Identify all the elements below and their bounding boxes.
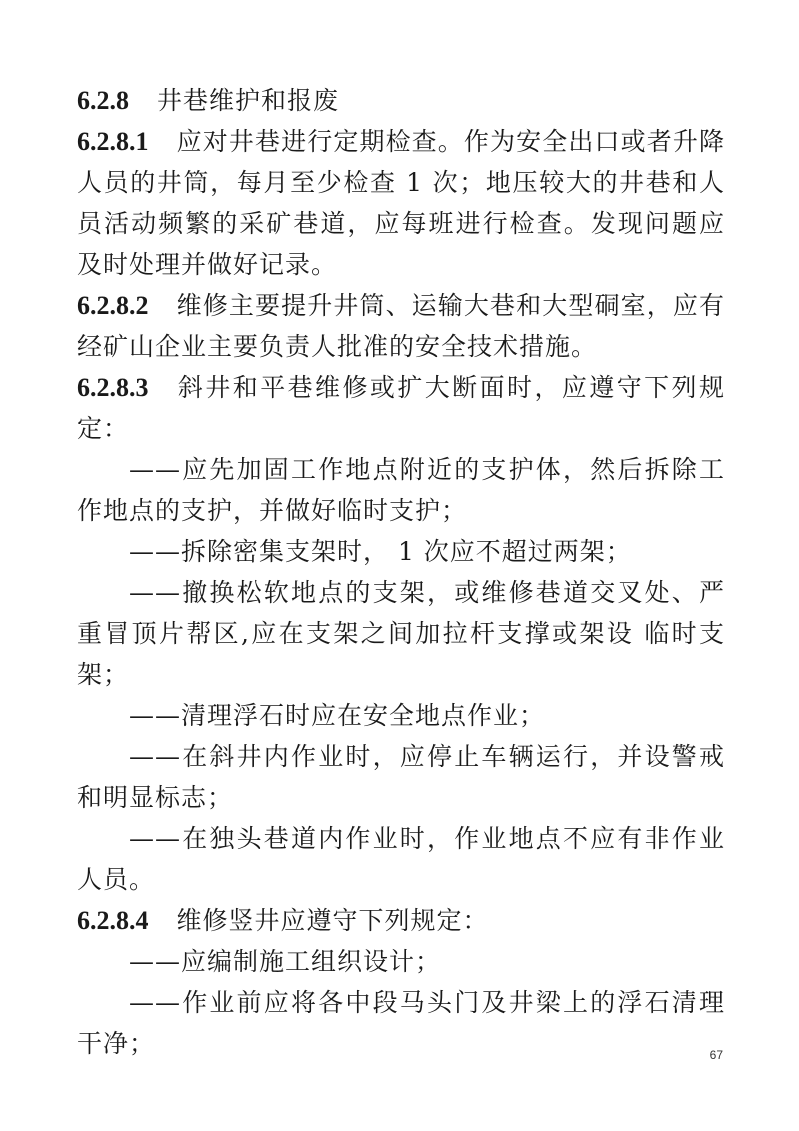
- clause-number: 6.2.8: [77, 86, 129, 115]
- list-item: ——作业前应将各中段马头门及井梁上的浮石清理干净；: [77, 988, 725, 1058]
- clause-paragraph: [77, 900, 725, 941]
- clause-text: 井巷维护和报废: [157, 86, 340, 115]
- clause-paragraph: [77, 367, 725, 449]
- page-number: 67: [709, 1048, 723, 1062]
- clause-text: 维修竖井应遵守下列规定：: [176, 906, 489, 935]
- document-body: [77, 80, 725, 1064]
- list-item: ——应编制施工组织设计；: [129, 947, 442, 976]
- clause-number: 6.2.8.3: [77, 373, 149, 402]
- list-item: ——清理浮石时应在安全地点作业；: [129, 701, 546, 730]
- clause-paragraph: [77, 121, 725, 285]
- clause-text: 斜井和平巷维修或扩大断面时，应遵守下列规定：: [77, 373, 725, 443]
- list-item: ——在独头巷道内作业时，作业地点不应有非作业人员。: [77, 824, 725, 894]
- list-item: ——在斜井内作业时，应停止车辆运行，并设警戒和明显标志；: [77, 742, 725, 812]
- clause-number: 6.2.8.1: [77, 127, 149, 156]
- clause-paragraph: [77, 285, 725, 367]
- list-item: ——拆除密集支架时， 1 次应不超过两架；: [129, 537, 632, 566]
- clause-number: 6.2.8.4: [77, 906, 149, 935]
- list-item: ——应先加固工作地点附近的支护体，然后拆除工作地点的支护，并做好临时支护；: [77, 455, 725, 525]
- clause-text: 维修主要提升井筒、运输大巷和大型硐室，应有经矿山企业主要负责人批准的安全技术措施。: [77, 291, 725, 361]
- list-item: ——撤换松软地点的支架，或维修巷道交叉处、严重冒顶片帮区,应在支架之间加拉杆支撑或架设 临时支架；: [77, 578, 725, 689]
- clause-number: 6.2.8.2: [77, 291, 149, 320]
- clause-text: 应对井巷进行定期检查。作为安全出口或者升降人员的井筒，每月至少检查 1 次；地压较大的井巷和人员活动频繁的采矿巷道，应每班进行检查。发现问题应及时处理并做好记录。: [77, 127, 725, 279]
- section-heading: [77, 80, 725, 121]
